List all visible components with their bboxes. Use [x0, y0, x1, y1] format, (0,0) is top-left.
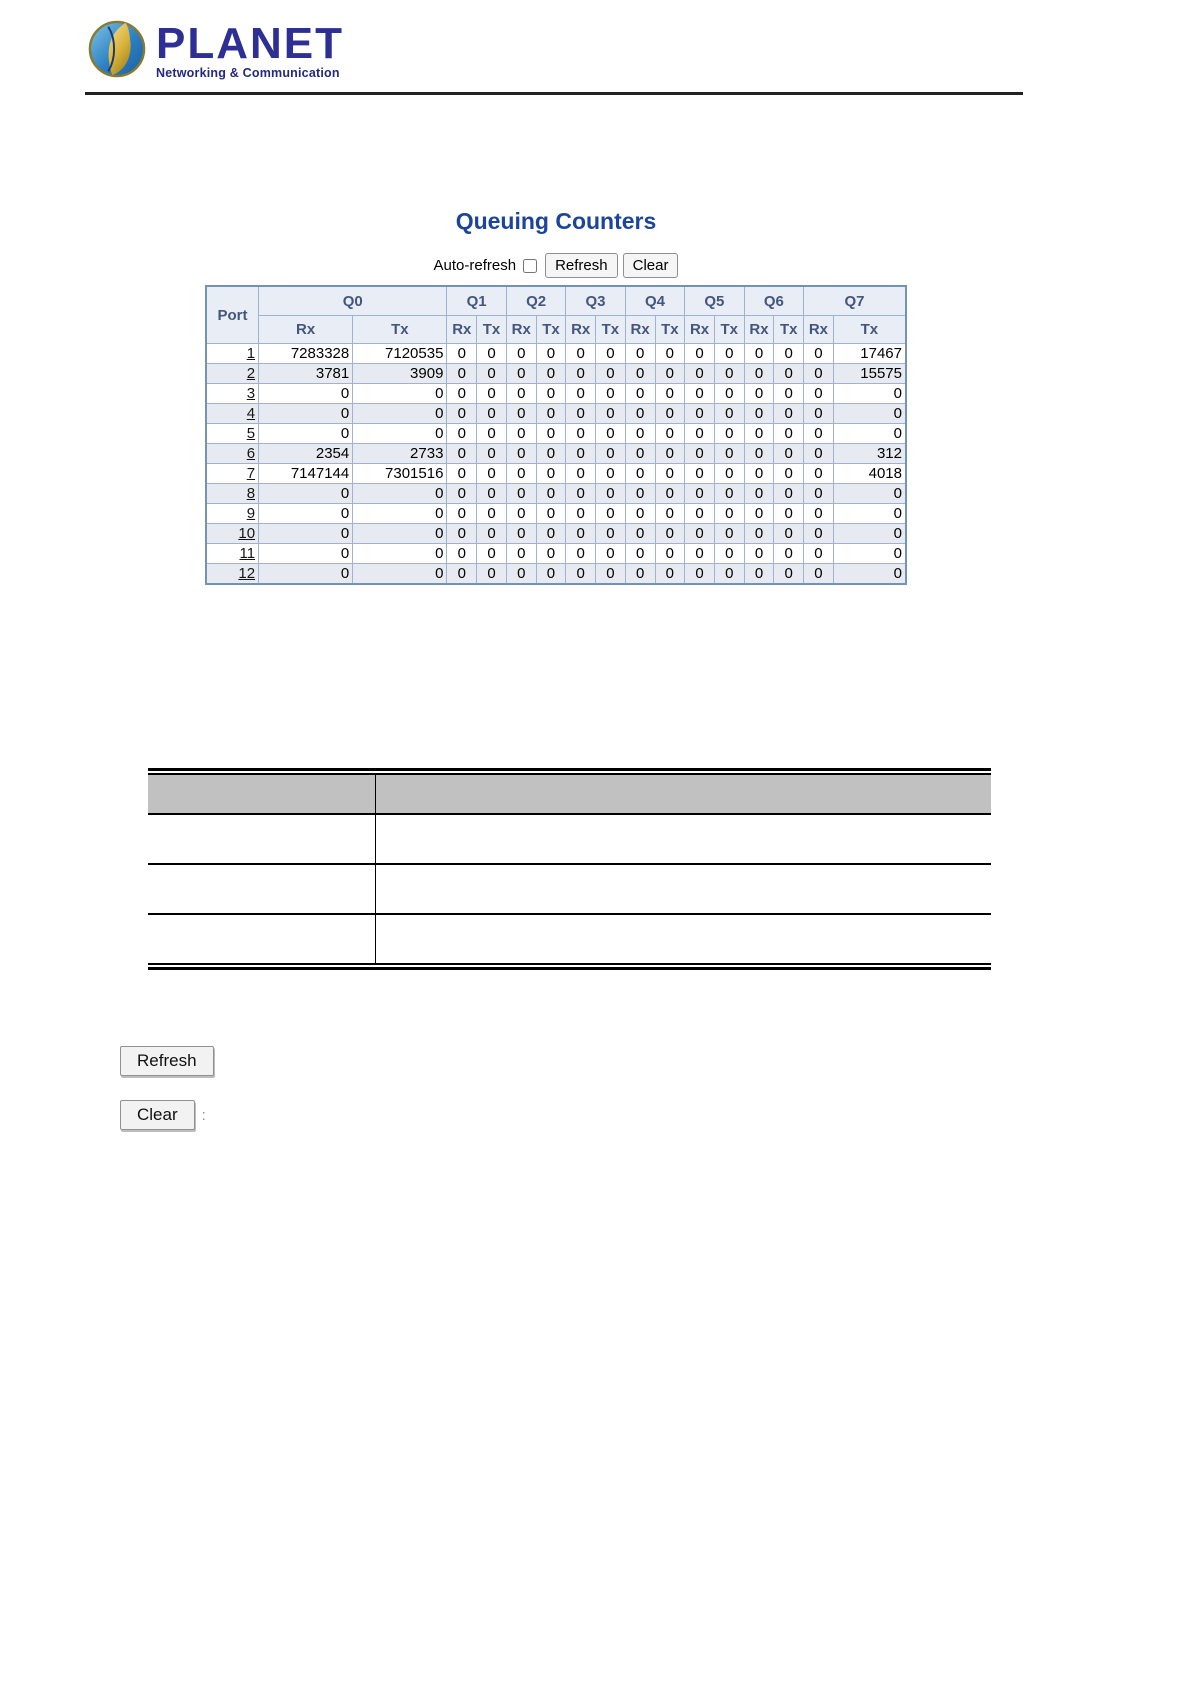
counter-cell: 0	[685, 524, 715, 544]
counter-cell: 0	[685, 384, 715, 404]
counter-cell: 0	[566, 484, 596, 504]
counter-cell: 0	[714, 344, 744, 364]
doc-row	[148, 864, 991, 914]
counter-cell: 0	[353, 504, 447, 524]
doc-row	[148, 814, 991, 864]
q6-tx-header: Tx	[774, 316, 804, 344]
q7-rx-header: Rx	[804, 316, 834, 344]
counter-cell: 0	[625, 504, 655, 524]
counter-cell: 0	[596, 564, 626, 585]
counter-cell: 0	[477, 464, 507, 484]
toolbar	[205, 253, 907, 278]
footer-buttons	[120, 1046, 214, 1130]
counter-cell: 0	[714, 484, 744, 504]
counter-cell: 0	[536, 544, 566, 564]
counter-cell: 0	[259, 384, 353, 404]
queue-header-q5: Q5	[685, 286, 744, 316]
counter-cell: 0	[774, 404, 804, 424]
q7-tx-header: Tx	[833, 316, 906, 344]
counter-cell: 0	[447, 564, 477, 585]
table-row	[206, 524, 906, 544]
counter-cell: 0	[774, 364, 804, 384]
counter-cell: 0	[625, 364, 655, 384]
counter-cell: 0	[596, 404, 626, 424]
counter-cell: 0	[625, 564, 655, 585]
counter-cell: 0	[566, 444, 596, 464]
counter-cell: 0	[744, 384, 774, 404]
counter-cell: 0	[655, 484, 685, 504]
port-link[interactable]: 6	[246, 445, 256, 462]
counter-cell: 0	[625, 424, 655, 444]
table-row	[206, 424, 906, 444]
port-link[interactable]: 5	[246, 425, 256, 442]
queuing-counters-panel	[205, 208, 907, 585]
counter-cell: 15575	[833, 364, 906, 384]
queue-header-q0: Q0	[259, 286, 447, 316]
description-table-section	[148, 768, 991, 970]
port-cell	[206, 524, 259, 544]
doc-bottom-rule	[148, 963, 991, 965]
counter-cell: 0	[625, 524, 655, 544]
port-cell	[206, 444, 259, 464]
counter-cell: 0	[506, 444, 536, 464]
counter-cell: 0	[625, 384, 655, 404]
counter-cell: 0	[744, 524, 774, 544]
port-link[interactable]: 8	[246, 485, 256, 502]
planet-logo	[88, 20, 344, 83]
counter-cell: 0	[506, 504, 536, 524]
queue-header-q6: Q6	[744, 286, 803, 316]
counter-cell: 0	[804, 384, 834, 404]
counter-cell: 0	[566, 504, 596, 524]
counter-cell: 0	[685, 464, 715, 484]
footer-clear-button[interactable]: Clear	[120, 1100, 195, 1130]
port-cell	[206, 364, 259, 384]
queue-header-q7: Q7	[804, 286, 906, 316]
counter-cell: 0	[685, 404, 715, 424]
counter-cell: 0	[536, 564, 566, 585]
doc-header-row	[148, 775, 991, 814]
counter-cell: 0	[447, 464, 477, 484]
table-row	[206, 384, 906, 404]
table-row	[206, 464, 906, 484]
counter-cell: 0	[477, 404, 507, 424]
counter-cell: 0	[744, 484, 774, 504]
counter-cell: 0	[833, 564, 906, 585]
counter-cell: 0	[477, 344, 507, 364]
counter-cell: 0	[259, 544, 353, 564]
counter-cell: 0	[596, 504, 626, 524]
doc-header-cell-left	[148, 775, 376, 814]
counter-cell: 2354	[259, 444, 353, 464]
counter-cell: 3781	[259, 364, 353, 384]
header-rule	[85, 92, 1023, 95]
counter-cell: 0	[596, 344, 626, 364]
counter-cell: 0	[596, 484, 626, 504]
counter-cell: 0	[506, 384, 536, 404]
counter-cell: 0	[447, 444, 477, 464]
counter-cell: 2733	[353, 444, 447, 464]
counter-cell: 0	[353, 544, 447, 564]
queue-header-q2: Q2	[506, 286, 565, 316]
table-row	[206, 484, 906, 504]
doc-cell-right	[376, 914, 991, 963]
counter-cell: 0	[259, 484, 353, 504]
queue-header-q3: Q3	[566, 286, 625, 316]
counter-cell: 0	[259, 564, 353, 585]
counter-cell: 0	[833, 384, 906, 404]
counter-cell: 0	[259, 424, 353, 444]
counter-cell: 0	[477, 504, 507, 524]
table-row	[206, 444, 906, 464]
table-row	[206, 504, 906, 524]
counter-cell: 0	[566, 464, 596, 484]
counter-cell: 0	[655, 384, 685, 404]
port-cell	[206, 424, 259, 444]
counter-cell: 0	[774, 504, 804, 524]
counter-cell: 0	[566, 404, 596, 424]
counter-cell: 0	[506, 484, 536, 504]
counter-cell: 0	[655, 404, 685, 424]
counter-cell: 0	[353, 384, 447, 404]
counter-cell: 0	[744, 564, 774, 585]
counter-cell: 0	[506, 464, 536, 484]
q5-tx-header: Tx	[714, 316, 744, 344]
counter-cell: 0	[536, 504, 566, 524]
counter-cell: 0	[625, 404, 655, 424]
counter-cell: 0	[714, 544, 744, 564]
port-column-header: Port	[206, 286, 259, 344]
counter-cell: 0	[655, 564, 685, 585]
counter-cell: 0	[804, 424, 834, 444]
port-link[interactable]: 1	[246, 345, 256, 362]
counter-cell: 0	[685, 544, 715, 564]
counter-cell: 0	[714, 444, 744, 464]
counter-cell: 0	[596, 364, 626, 384]
counter-cell: 0	[774, 344, 804, 364]
counter-cell: 0	[655, 444, 685, 464]
counter-cell: 0	[744, 404, 774, 424]
counter-cell: 0	[353, 564, 447, 585]
counter-cell: 0	[477, 484, 507, 504]
counter-cell: 0	[566, 344, 596, 364]
port-link[interactable]: 2	[246, 365, 256, 382]
doc-header-cell-right	[376, 775, 991, 814]
q0-rx-header: Rx	[259, 316, 353, 344]
counter-cell: 0	[714, 524, 744, 544]
counter-cell: 0	[506, 564, 536, 585]
counter-cell: 0	[655, 544, 685, 564]
counter-cell: 0	[506, 404, 536, 424]
clear-button[interactable]: Clear	[623, 253, 679, 278]
counter-cell: 0	[804, 564, 834, 585]
q3-rx-header: Rx	[566, 316, 596, 344]
counter-cell: 0	[744, 344, 774, 364]
footer-refresh-button[interactable]: Refresh	[120, 1046, 214, 1076]
counter-cell: 0	[506, 524, 536, 544]
counter-cell: 7120535	[353, 344, 447, 364]
counter-cell: 0	[744, 544, 774, 564]
counter-cell: 0	[685, 504, 715, 524]
counter-cell: 0	[714, 384, 744, 404]
counter-cell: 0	[566, 544, 596, 564]
counter-cell: 0	[477, 384, 507, 404]
counter-cell: 0	[477, 364, 507, 384]
counter-cell: 0	[714, 364, 744, 384]
counter-cell: 0	[625, 484, 655, 504]
counter-cell: 0	[804, 444, 834, 464]
counter-cell: 0	[685, 564, 715, 585]
counter-cell: 0	[353, 424, 447, 444]
counter-cell: 0	[447, 384, 477, 404]
counter-cell: 0	[353, 524, 447, 544]
counter-cell: 0	[774, 424, 804, 444]
counter-cell: 0	[447, 404, 477, 424]
q1-tx-header: Tx	[477, 316, 507, 344]
counter-cell: 0	[655, 364, 685, 384]
doc-cell-left	[148, 864, 376, 914]
counter-cell: 0	[259, 524, 353, 544]
counter-cell: 0	[506, 544, 536, 564]
auto-refresh-checkbox[interactable]	[523, 259, 537, 273]
counter-cell: 4018	[833, 464, 906, 484]
counter-cell: 0	[536, 404, 566, 424]
counter-cell: 0	[685, 444, 715, 464]
counter-cell: 0	[804, 364, 834, 384]
counter-cell: 0	[804, 524, 834, 544]
counter-cell: 0	[774, 484, 804, 504]
counter-cell: 0	[596, 524, 626, 544]
counter-cell: 0	[714, 424, 744, 444]
counter-cell: 0	[536, 484, 566, 504]
counter-cell: 0	[744, 364, 774, 384]
counter-cell: 0	[536, 344, 566, 364]
counter-cell: 0	[804, 484, 834, 504]
doc-cell-right	[376, 864, 991, 914]
counter-cell: 0	[506, 344, 536, 364]
table-row	[206, 364, 906, 384]
counter-cell: 0	[714, 404, 744, 424]
table-row	[206, 344, 906, 364]
counter-cell: 17467	[833, 344, 906, 364]
port-link[interactable]: 7	[246, 465, 256, 482]
counter-cell: 0	[655, 524, 685, 544]
port-link[interactable]: 9	[246, 505, 256, 522]
counter-cell: 0	[259, 504, 353, 524]
doc-bottom-rule-2	[148, 967, 991, 970]
counter-cell: 0	[744, 464, 774, 484]
counter-cell: 0	[536, 444, 566, 464]
brand-name: PLANET	[156, 19, 344, 68]
counter-cell: 0	[447, 344, 477, 364]
q2-tx-header: Tx	[536, 316, 566, 344]
counter-cell: 0	[566, 424, 596, 444]
doc-row	[148, 914, 991, 963]
counter-cell: 0	[625, 344, 655, 364]
counter-cell: 0	[596, 424, 626, 444]
counter-cell: 0	[833, 404, 906, 424]
counter-cell: 0	[477, 424, 507, 444]
counter-cell: 0	[804, 544, 834, 564]
counter-cell: 0	[447, 544, 477, 564]
counter-cell: 0	[566, 564, 596, 585]
clear-suffix: :	[201, 1106, 206, 1124]
counter-cell: 0	[506, 364, 536, 384]
counter-cell: 0	[774, 524, 804, 544]
port-cell	[206, 484, 259, 504]
q5-rx-header: Rx	[685, 316, 715, 344]
doc-top-rule	[148, 768, 991, 771]
counter-cell: 0	[536, 384, 566, 404]
counter-cell: 0	[447, 484, 477, 504]
counter-cell: 0	[774, 444, 804, 464]
counter-cell: 0	[655, 344, 685, 364]
counter-cell: 0	[655, 424, 685, 444]
counter-cell: 0	[259, 404, 353, 424]
port-cell	[206, 404, 259, 424]
queue-header-q1: Q1	[447, 286, 506, 316]
port-cell	[206, 384, 259, 404]
counter-cell: 0	[596, 544, 626, 564]
port-cell	[206, 504, 259, 524]
counter-cell: 0	[477, 524, 507, 544]
port-cell	[206, 544, 259, 564]
port-link[interactable]: 3	[246, 385, 256, 402]
counter-cell: 0	[804, 504, 834, 524]
counter-cell: 0	[685, 424, 715, 444]
counter-cell: 0	[833, 484, 906, 504]
counter-cell: 0	[714, 504, 744, 524]
globe-icon	[88, 20, 146, 83]
counter-cell: 0	[566, 384, 596, 404]
counter-cell: 0	[477, 544, 507, 564]
q4-tx-header: Tx	[655, 316, 685, 344]
queue-header-q4: Q4	[625, 286, 684, 316]
queuing-table-body	[206, 344, 906, 585]
counter-cell: 0	[685, 484, 715, 504]
counter-cell: 0	[566, 524, 596, 544]
counter-cell: 0	[744, 444, 774, 464]
counter-cell: 7147144	[259, 464, 353, 484]
counter-cell: 0	[625, 464, 655, 484]
counter-cell: 0	[744, 424, 774, 444]
description-table	[148, 775, 991, 963]
counter-cell: 0	[774, 384, 804, 404]
counter-cell: 0	[774, 564, 804, 585]
port-link[interactable]: 11	[239, 545, 256, 562]
counter-cell: 0	[685, 364, 715, 384]
counter-cell: 0	[804, 464, 834, 484]
counter-cell: 0	[447, 524, 477, 544]
q4-rx-header: Rx	[625, 316, 655, 344]
counter-cell: 0	[625, 444, 655, 464]
table-row	[206, 404, 906, 424]
port-cell	[206, 344, 259, 364]
counter-cell: 0	[506, 424, 536, 444]
table-row	[206, 544, 906, 564]
table-row	[206, 564, 906, 585]
port-cell	[206, 564, 259, 585]
counter-cell: 0	[447, 364, 477, 384]
counter-cell: 0	[833, 424, 906, 444]
q1-rx-header: Rx	[447, 316, 477, 344]
counter-cell: 0	[596, 464, 626, 484]
page-title: Queuing Counters	[455, 208, 657, 234]
counter-cell: 0	[536, 464, 566, 484]
q2-rx-header: Rx	[506, 316, 536, 344]
counter-cell: 0	[447, 424, 477, 444]
doc-cell-right	[376, 814, 991, 864]
counter-cell: 0	[744, 504, 774, 524]
counter-cell: 0	[536, 364, 566, 384]
counter-cell: 0	[596, 444, 626, 464]
queuing-table	[205, 285, 907, 585]
counter-cell: 0	[447, 504, 477, 524]
counter-cell: 0	[774, 544, 804, 564]
counter-cell: 0	[714, 564, 744, 585]
q0-tx-header: Tx	[353, 316, 447, 344]
counter-cell: 0	[833, 524, 906, 544]
port-link[interactable]: 4	[246, 405, 256, 422]
counter-cell: 7301516	[353, 464, 447, 484]
counter-cell: 0	[536, 424, 566, 444]
counter-cell: 0	[477, 564, 507, 585]
counter-cell: 0	[655, 464, 685, 484]
counter-cell: 0	[685, 344, 715, 364]
counter-cell: 0	[536, 524, 566, 544]
counter-cell: 0	[353, 404, 447, 424]
counter-cell: 0	[625, 544, 655, 564]
counter-cell: 3909	[353, 364, 447, 384]
port-link[interactable]: 10	[238, 525, 256, 542]
auto-refresh-label: Auto-refresh	[433, 257, 517, 274]
counter-cell: 0	[477, 444, 507, 464]
counter-cell: 0	[596, 384, 626, 404]
port-cell	[206, 464, 259, 484]
counter-cell: 0	[833, 544, 906, 564]
q6-rx-header: Rx	[744, 316, 774, 344]
brand-tagline: Networking & Communication	[156, 66, 340, 80]
counter-cell: 7283328	[259, 344, 353, 364]
counter-cell: 0	[655, 504, 685, 524]
counter-cell: 0	[774, 464, 804, 484]
counter-cell: 0	[714, 464, 744, 484]
counter-cell: 0	[353, 484, 447, 504]
port-link[interactable]: 12	[238, 565, 256, 582]
counter-cell: 0	[566, 364, 596, 384]
counter-cell: 312	[833, 444, 906, 464]
q3-tx-header: Tx	[596, 316, 626, 344]
counter-cell: 0	[804, 344, 834, 364]
refresh-button[interactable]: Refresh	[545, 253, 618, 278]
doc-cell-left	[148, 914, 376, 963]
counter-cell: 0	[804, 404, 834, 424]
doc-cell-left	[148, 814, 376, 864]
counter-cell: 0	[833, 504, 906, 524]
